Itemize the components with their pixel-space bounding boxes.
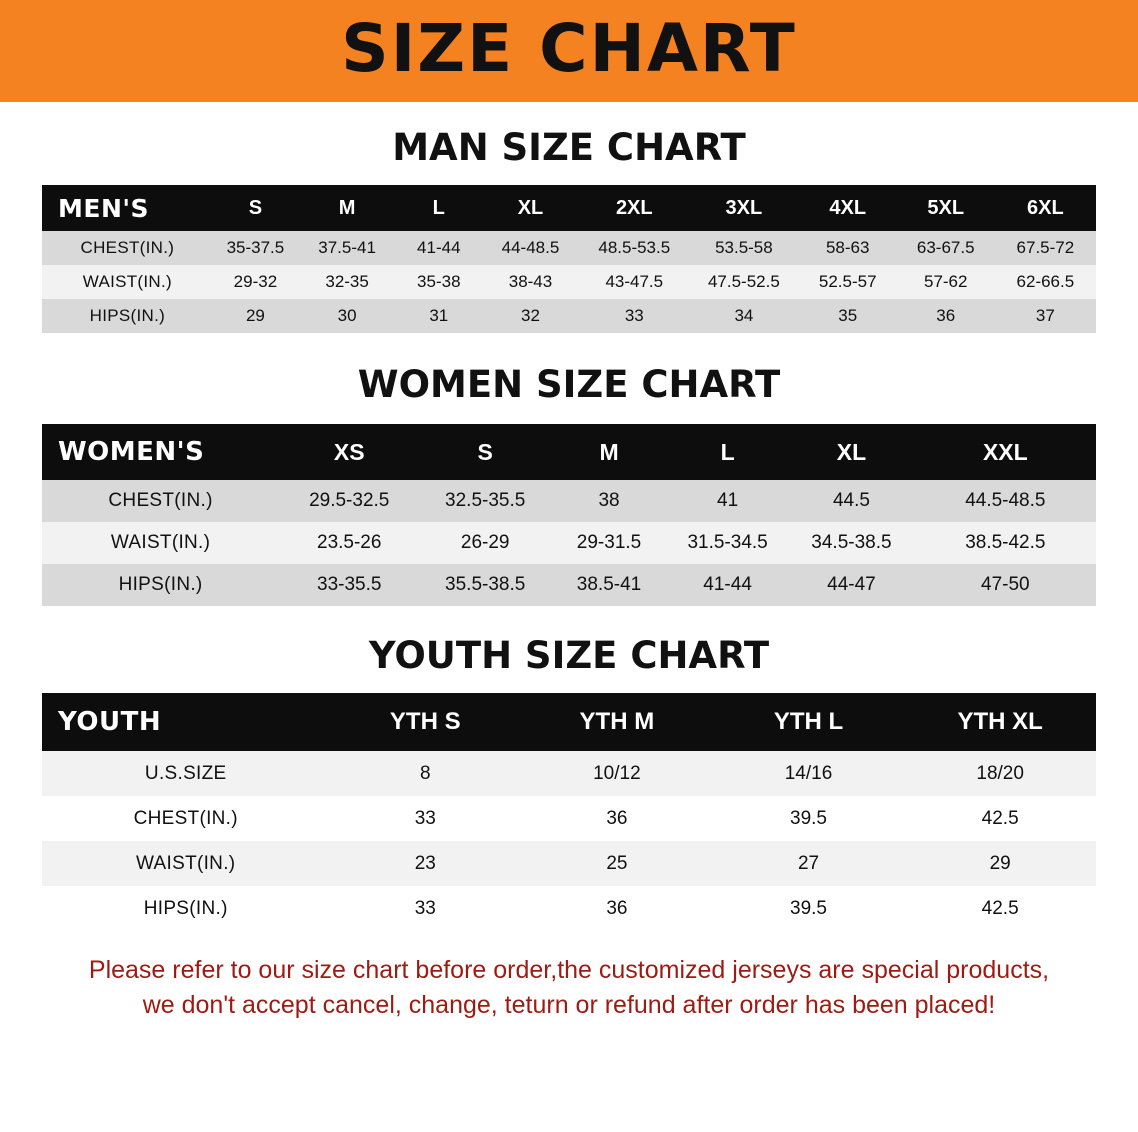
cell: 53.5-58 <box>689 231 799 265</box>
row-label: HIPS(IN.) <box>42 886 329 931</box>
table-row <box>42 751 1096 796</box>
col-header: WOMEN'S <box>42 424 279 480</box>
cell: 26-29 <box>419 522 551 564</box>
youth-table-wrap <box>0 693 1138 931</box>
col-header: YTH S <box>329 693 521 751</box>
cell: 38.5-42.5 <box>915 522 1096 564</box>
cell: 63-67.5 <box>897 231 995 265</box>
cell: 44-47 <box>788 564 914 606</box>
cell: 29-31.5 <box>551 522 667 564</box>
cell: 41-44 <box>396 231 481 265</box>
cell: 29 <box>904 841 1096 886</box>
col-header: XL <box>788 424 914 480</box>
cell: 52.5-57 <box>799 265 897 299</box>
cell: 35 <box>799 299 897 333</box>
col-header: S <box>213 185 298 231</box>
col-header: XXL <box>915 424 1096 480</box>
col-header: YTH M <box>521 693 713 751</box>
cell: 42.5 <box>904 796 1096 841</box>
table-row <box>42 480 1096 522</box>
cell: 38-43 <box>481 265 579 299</box>
col-header: XS <box>279 424 419 480</box>
col-header: 4XL <box>799 185 897 231</box>
cell: 34 <box>689 299 799 333</box>
cell: 14/16 <box>713 751 905 796</box>
cell: 41-44 <box>667 564 788 606</box>
cell: 39.5 <box>713 886 905 931</box>
table-row <box>42 841 1096 886</box>
cell: 32 <box>481 299 579 333</box>
col-header: M <box>551 424 667 480</box>
page-title: SIZE CHART <box>341 10 797 87</box>
row-label: HIPS(IN.) <box>42 564 279 606</box>
man-section-title: MAN SIZE CHART <box>392 126 746 169</box>
col-header: XL <box>481 185 579 231</box>
cell: 39.5 <box>713 796 905 841</box>
table-row <box>42 522 1096 564</box>
cell: 43-47.5 <box>579 265 689 299</box>
cell: 37 <box>995 299 1096 333</box>
cell: 38 <box>551 480 667 522</box>
cell: 8 <box>329 751 521 796</box>
cell: 44.5-48.5 <box>915 480 1096 522</box>
col-header: YOUTH <box>42 693 329 751</box>
women-table-wrap <box>0 424 1138 606</box>
col-header: MEN'S <box>42 185 213 231</box>
row-label: CHEST(IN.) <box>42 796 329 841</box>
cell: 32-35 <box>298 265 396 299</box>
cell: 25 <box>521 841 713 886</box>
cell: 27 <box>713 841 905 886</box>
cell: 44-48.5 <box>481 231 579 265</box>
cell: 23 <box>329 841 521 886</box>
cell: 36 <box>521 796 713 841</box>
row-label: CHEST(IN.) <box>42 480 279 522</box>
cell: 10/12 <box>521 751 713 796</box>
table-row <box>42 796 1096 841</box>
col-header: 5XL <box>897 185 995 231</box>
cell: 41 <box>667 480 788 522</box>
cell: 36 <box>897 299 995 333</box>
row-label: WAIST(IN.) <box>42 841 329 886</box>
col-header: L <box>396 185 481 231</box>
cell: 44.5 <box>788 480 914 522</box>
youth-section-title: YOUTH SIZE CHART <box>368 634 770 677</box>
cell: 47.5-52.5 <box>689 265 799 299</box>
cell: 58-63 <box>799 231 897 265</box>
row-label: U.S.SIZE <box>42 751 329 796</box>
cell: 33 <box>579 299 689 333</box>
col-header: 3XL <box>689 185 799 231</box>
cell: 33 <box>329 796 521 841</box>
banner <box>0 0 1138 102</box>
cell: 35-37.5 <box>213 231 298 265</box>
cell: 31.5-34.5 <box>667 522 788 564</box>
cell: 48.5-53.5 <box>579 231 689 265</box>
table-row <box>42 265 1096 299</box>
table-row <box>42 185 1096 231</box>
cell: 33-35.5 <box>279 564 419 606</box>
footer-note-line2: we don't accept cancel, change, teturn or refund after order has been placed! <box>142 990 996 1019</box>
cell: 67.5-72 <box>995 231 1096 265</box>
row-label: WAIST(IN.) <box>42 265 213 299</box>
col-header: 2XL <box>579 185 689 231</box>
col-header: S <box>419 424 551 480</box>
women-size-table <box>42 424 1096 606</box>
row-label: HIPS(IN.) <box>42 299 213 333</box>
footer-note <box>34 953 1104 1022</box>
youth-size-table <box>42 693 1096 931</box>
cell: 30 <box>298 299 396 333</box>
man-table-wrap <box>0 185 1138 333</box>
cell: 31 <box>396 299 481 333</box>
cell: 23.5-26 <box>279 522 419 564</box>
cell: 29-32 <box>213 265 298 299</box>
women-section-title: WOMEN SIZE CHART <box>357 363 781 406</box>
man-size-table <box>42 185 1096 333</box>
footer-note-line1: Please refer to our size chart before order,the customized jerseys are special products, <box>88 956 1050 984</box>
cell: 33 <box>329 886 521 931</box>
cell: 34.5-38.5 <box>788 522 914 564</box>
cell: 57-62 <box>897 265 995 299</box>
table-row <box>42 693 1096 751</box>
col-header: YTH XL <box>904 693 1096 751</box>
cell: 18/20 <box>904 751 1096 796</box>
cell: 35.5-38.5 <box>419 564 551 606</box>
col-header: M <box>298 185 396 231</box>
cell: 37.5-41 <box>298 231 396 265</box>
col-header: L <box>667 424 788 480</box>
cell: 29.5-32.5 <box>279 480 419 522</box>
col-header: 6XL <box>995 185 1096 231</box>
cell: 29 <box>213 299 298 333</box>
cell: 32.5-35.5 <box>419 480 551 522</box>
row-label: CHEST(IN.) <box>42 231 213 265</box>
cell: 36 <box>521 886 713 931</box>
row-label: WAIST(IN.) <box>42 522 279 564</box>
table-row <box>42 299 1096 333</box>
cell: 42.5 <box>904 886 1096 931</box>
table-row <box>42 886 1096 931</box>
cell: 38.5-41 <box>551 564 667 606</box>
table-row <box>42 231 1096 265</box>
cell: 62-66.5 <box>995 265 1096 299</box>
cell: 35-38 <box>396 265 481 299</box>
table-row <box>42 564 1096 606</box>
table-row <box>42 424 1096 480</box>
col-header: YTH L <box>713 693 905 751</box>
cell: 47-50 <box>915 564 1096 606</box>
